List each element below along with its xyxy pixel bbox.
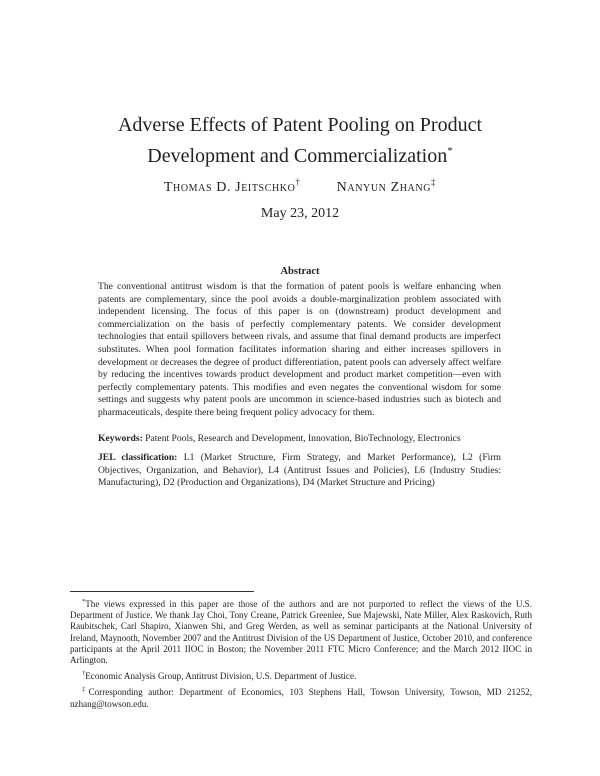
author-name: Nanyun Zhang <box>336 180 432 195</box>
author-footnote-mark: † <box>295 177 301 187</box>
title-line-2 <box>60 138 540 169</box>
author-footnote-mark: ‡ <box>431 177 437 187</box>
footnote-text: The views expressed in this paper are those of the authors and are not purported to reflect the views of the U.S. Department of Justice. We thank Jay Choi, Tony Creane, Patrick Greenlee, Sue Majewski, Nate Miller, Alex Raskovich, Ruth Raubitschek, Carl Shapiro, Xianwen Shi, and Greg Werden, as well as seminar participants at the National University of Ireland, Maynooth, November 2007 and the Antitrust Division of the US Department of Justice, October 2010, and conference participants at the April 2011 IIOC in Boston; the November 2011 FTC Micro Conference; and the March 2012 IIOC in Arlington. <box>70 599 532 666</box>
author-jeitschko <box>164 177 301 196</box>
keywords-line <box>98 433 501 446</box>
footnote-mark: † <box>82 670 86 678</box>
keywords-text: Patent Pools, Research and Development, Innovation, BioTechnology, Electronics <box>145 433 461 444</box>
footnote-rule <box>70 591 254 592</box>
footnotes <box>70 596 532 712</box>
jel-label: JEL classification: <box>98 452 178 463</box>
footnote-corresponding-author <box>70 684 532 709</box>
jel-text: L1 (Market Structure, Firm Strategy, and Market Performance), L2 (Firm Objectives, Organization, and Behavior), L4 (Antitrust Issues and Policies), L6 (Industry Studies: Manufacturing), D2 (Production and Organizations), D4 (Market Structure and Pricing) <box>98 452 501 489</box>
footnote-acknowledgements <box>70 596 532 666</box>
title-line-1: Adverse Effects of Patent Pooling on Product <box>117 114 482 136</box>
abstract-heading: Abstract <box>280 266 320 277</box>
author-zhang <box>337 177 436 196</box>
title-line-2-text: Development and Commercialization <box>147 145 448 167</box>
paper-date: May 23, 2012 <box>260 206 340 221</box>
author-name: Thomas D. Jeitschko <box>163 180 296 195</box>
paper-title <box>60 112 540 169</box>
author-list <box>60 177 540 196</box>
abstract-text: The conventional antitrust wisdom is that the formation of patent pools is welfare enhancing when patents are complementary, since the pool avoids a double-marginalization problem associated with independent licensing. The focus of this paper is on (downstream) product development and commercialization on the basis of perfectly complementary patents. We consider development technologies that entail spillovers between rivals, and assume that final demand products are imperfect substitutes. When pool formation facilitates information sharing and either increases spillovers in development or decreases the degree of product differentiation, patent pools can adversely affect welfare by reducing the incentives towards product development and product market competition—even with perfectly complementary patents. This modifies and even negates the conventional wisdom for some settings and suggests why patent pools are uncommon in science-based industries such as biotech and pharmaceuticals, despite there being frequent policy advocacy for them. <box>98 281 501 418</box>
jel-classification <box>98 452 501 490</box>
footnote-mark: * <box>82 598 86 605</box>
footnote-text: Corresponding author: Department of Economics, 103 Stephens Hall, Towson University, Towson, MD 21252, nzhang@towson.edu. <box>70 687 532 709</box>
footnote-mark: ‡ <box>82 686 89 694</box>
title-footnote-mark: * <box>447 145 453 157</box>
footnote-affiliation-jeitschko <box>70 668 532 682</box>
keywords-label: Keywords: <box>98 433 143 444</box>
footnote-text: Economic Analysis Group, Antitrust Division, U.S. Department of Justice. <box>85 671 357 682</box>
